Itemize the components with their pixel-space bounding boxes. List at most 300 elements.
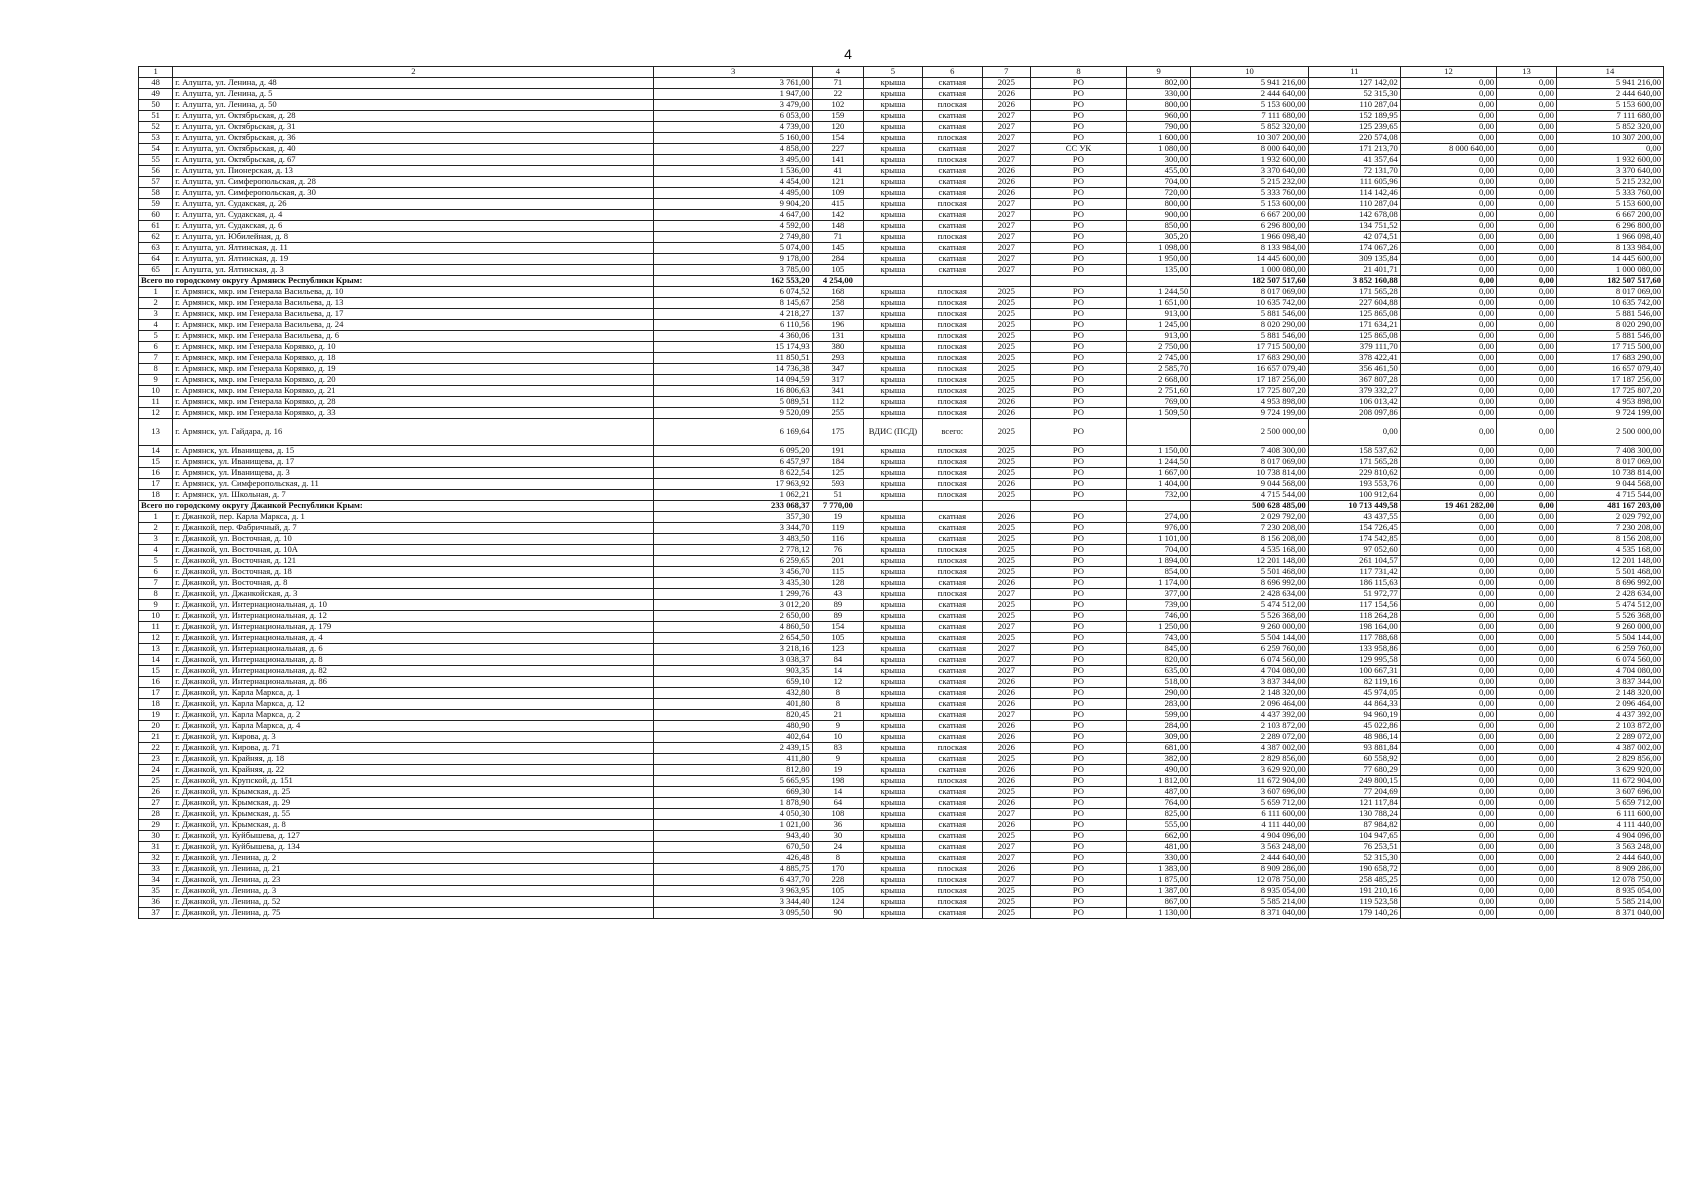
table-cell: г. Джанкой, ул. Интернациональная, д. 10 (173, 600, 654, 611)
table-cell: 5 153 600,00 (1556, 100, 1663, 111)
table-cell: 5 852 320,00 (1556, 122, 1663, 133)
table-cell: 2027 (982, 199, 1030, 210)
table-cell: 1 000 080,00 (1191, 265, 1309, 276)
table-cell: 1 667,00 (1127, 468, 1191, 479)
table-cell: РО (1030, 133, 1126, 144)
table-cell (864, 276, 923, 287)
table-cell: 18 (139, 699, 173, 710)
table-cell: скатная (922, 111, 982, 122)
table-cell: 2025 (982, 567, 1030, 578)
table-cell: РО (1030, 710, 1126, 721)
table-cell: 5 852 320,00 (1191, 122, 1309, 133)
table-cell: 5 941 216,00 (1556, 78, 1663, 89)
table-cell: г. Алушта, ул. Октябрьская, д. 28 (173, 111, 654, 122)
column-header: 7 (982, 67, 1030, 78)
table-row (139, 677, 1664, 688)
table-cell: 3 483,50 (654, 534, 812, 545)
table-cell: 8 696 992,00 (1191, 578, 1309, 589)
table-cell: 3 563 248,00 (1191, 842, 1309, 853)
table-cell: 1 098,00 (1127, 243, 1191, 254)
table-cell: 382,00 (1127, 754, 1191, 765)
table-cell: г. Джанкой, ул. Крымская, д. 25 (173, 787, 654, 798)
table-row (139, 111, 1664, 122)
table-cell: 1 021,00 (654, 820, 812, 831)
table-cell: 0,00 (1497, 320, 1557, 331)
table-cell: 0,00 (1400, 243, 1496, 254)
table-cell: крыша (864, 177, 923, 188)
table-cell: крыша (864, 232, 923, 243)
table-cell: 12 (139, 633, 173, 644)
table-cell: г. Джанкой, ул. Ленина, д. 21 (173, 864, 654, 875)
table-cell: всего: (922, 419, 982, 446)
table-cell: 5 526 368,00 (1191, 611, 1309, 622)
table-cell: г. Алушта, ул. Юбилейная, д. 8 (173, 232, 654, 243)
table-cell: 1 878,90 (654, 798, 812, 809)
table-cell: 4 218,27 (654, 309, 812, 320)
column-header: 5 (864, 67, 923, 78)
table-cell: 117 731,42 (1308, 567, 1400, 578)
table-cell: 2 500 000,00 (1191, 419, 1309, 446)
table-cell: 100 912,64 (1308, 490, 1400, 501)
table-cell: 2025 (982, 556, 1030, 567)
table-cell: г. Джанкой, ул. Кирова, д. 71 (173, 743, 654, 754)
table-cell: крыша (864, 133, 923, 144)
table-cell: 19 (812, 512, 863, 523)
table-cell: г. Армянск, мкр. им Генерала Корявко, д. 33 (173, 408, 654, 419)
table-cell: 17 683 290,00 (1556, 353, 1663, 364)
table-cell: 61 (139, 221, 173, 232)
table-row (139, 798, 1664, 809)
table-cell: 2025 (982, 419, 1030, 446)
table-cell: скатная (922, 732, 982, 743)
table-cell: 10 738 814,00 (1556, 468, 1663, 479)
table-row (139, 534, 1664, 545)
table-cell: 2027 (982, 853, 1030, 864)
table-cell: скатная (922, 644, 982, 655)
table-cell: 732,00 (1127, 490, 1191, 501)
table-cell: 154 (812, 622, 863, 633)
table-cell: 845,00 (1127, 644, 1191, 655)
table-cell: 12 (139, 408, 173, 419)
table-cell: 2 650,00 (654, 611, 812, 622)
table-cell: 7 230 208,00 (1191, 523, 1309, 534)
table-cell: 71 (812, 232, 863, 243)
table-cell: 0,00 (1497, 699, 1557, 710)
table-cell: 41 (812, 166, 863, 177)
table-cell: 2 750,00 (1127, 342, 1191, 353)
table-cell: 0,00 (1400, 276, 1496, 287)
table-cell: крыша (864, 897, 923, 908)
table-cell: 89 (812, 611, 863, 622)
table-cell: 19 (139, 710, 173, 721)
table-row (139, 468, 1664, 479)
table-cell: 1 174,00 (1127, 578, 1191, 589)
table-cell: 341 (812, 386, 863, 397)
table-cell: 182 507 517,60 (1191, 276, 1309, 287)
table-cell: крыша (864, 666, 923, 677)
table-cell: крыша (864, 408, 923, 419)
table-cell: 913,00 (1127, 309, 1191, 320)
table-cell: 16 806,63 (654, 386, 812, 397)
table-cell: 309 135,84 (1308, 254, 1400, 265)
table-cell: 599,00 (1127, 710, 1191, 721)
table-cell: 960,00 (1127, 111, 1191, 122)
table-cell: г. Армянск, ул. Иванищева, д. 3 (173, 468, 654, 479)
table-cell: 0,00 (1400, 232, 1496, 243)
table-cell: 2 428 634,00 (1191, 589, 1309, 600)
table-cell: 2025 (982, 908, 1030, 919)
table-cell (922, 276, 982, 287)
table-cell: 1 101,00 (1127, 534, 1191, 545)
table-cell: 0,00 (1400, 721, 1496, 732)
table-cell: 2025 (982, 309, 1030, 320)
table-cell: 25 (139, 776, 173, 787)
table-cell: 48 986,14 (1308, 732, 1400, 743)
table-cell: 0,00 (1400, 133, 1496, 144)
table-cell: РО (1030, 853, 1126, 864)
table-cell: 0,00 (1497, 375, 1557, 386)
table-row (139, 309, 1664, 320)
table-cell: РО (1030, 397, 1126, 408)
table-cell: 5 153 600,00 (1191, 199, 1309, 210)
table-cell: 2 029 792,00 (1556, 512, 1663, 523)
table-row (139, 809, 1664, 820)
table-cell: 4 704 080,00 (1191, 666, 1309, 677)
table-cell: 0,00 (1497, 155, 1557, 166)
table-cell: скатная (922, 512, 982, 523)
table-cell: 670,50 (654, 842, 812, 853)
table-cell: 0,00 (1400, 644, 1496, 655)
table-cell: РО (1030, 798, 1126, 809)
table-cell: крыша (864, 831, 923, 842)
table-cell: скатная (922, 677, 982, 688)
table-cell: 3 852 160,88 (1308, 276, 1400, 287)
table-cell: 30 (139, 831, 173, 842)
table-cell: 4 050,30 (654, 809, 812, 820)
table-cell: 0,00 (1400, 831, 1496, 842)
table-cell: 2 829 856,00 (1191, 754, 1309, 765)
table-cell: 2025 (982, 897, 1030, 908)
table-cell: 8 909 286,00 (1191, 864, 1309, 875)
table-cell: 17 683 290,00 (1191, 353, 1309, 364)
table-cell: 2027 (982, 221, 1030, 232)
table-cell: 54 (139, 144, 173, 155)
table-cell: 2025 (982, 831, 1030, 842)
table-cell: 0,00 (1497, 386, 1557, 397)
table-cell: 284 (812, 254, 863, 265)
table-cell: 121 117,84 (1308, 798, 1400, 809)
table-cell: 0,00 (1497, 754, 1557, 765)
table-cell: крыша (864, 644, 923, 655)
table-cell: 8 017 069,00 (1556, 457, 1663, 468)
table-cell: 125 865,08 (1308, 309, 1400, 320)
table-cell: 6 074 560,00 (1191, 655, 1309, 666)
table-cell: плоская (922, 897, 982, 908)
table-cell: РО (1030, 688, 1126, 699)
table-cell: 411,80 (654, 754, 812, 765)
table-row (139, 853, 1664, 864)
table-cell: плоская (922, 864, 982, 875)
table-cell: 2 289 072,00 (1191, 732, 1309, 743)
table-cell: 0,00 (1497, 831, 1557, 842)
table-cell: скатная (922, 122, 982, 133)
header-row (139, 67, 1664, 78)
table-cell: 2 029 792,00 (1191, 512, 1309, 523)
table-cell: 0,00 (1400, 100, 1496, 111)
table-cell: плоская (922, 342, 982, 353)
table-cell: РО (1030, 188, 1126, 199)
table-cell: г. Алушта, ул. Судакская, д. 6 (173, 221, 654, 232)
table-cell: 0,00 (1400, 199, 1496, 210)
table-cell: 330,00 (1127, 89, 1191, 100)
table-row (139, 897, 1664, 908)
table-cell: 130 788,24 (1308, 809, 1400, 820)
table-cell: г. Армянск, мкр. им Генерала Корявко, д. 21 (173, 386, 654, 397)
table-cell: крыша (864, 677, 923, 688)
table-cell: 764,00 (1127, 798, 1191, 809)
table-cell: 825,00 (1127, 809, 1191, 820)
table-cell: г. Джанкой, ул. Крупской, д. 151 (173, 776, 654, 787)
table-cell: 1 244,50 (1127, 287, 1191, 298)
table-cell: крыша (864, 166, 923, 177)
table-cell: 128 (812, 578, 863, 589)
table-cell: 12 (812, 677, 863, 688)
table-cell: 175 (812, 419, 863, 446)
table-cell: 0,00 (1400, 765, 1496, 776)
table-cell: 58 (139, 188, 173, 199)
table-cell: 145 (812, 243, 863, 254)
table-cell: 8 000 640,00 (1191, 144, 1309, 155)
table-cell: РО (1030, 611, 1126, 622)
table-row (139, 479, 1664, 490)
table-cell: 3 435,30 (654, 578, 812, 589)
table-cell: 5 (139, 331, 173, 342)
table-row (139, 754, 1664, 765)
table-cell: 104 947,65 (1308, 831, 1400, 842)
table-cell: РО (1030, 265, 1126, 276)
table-cell: 26 (139, 787, 173, 798)
table-cell: 4 (139, 320, 173, 331)
table-cell: 6 095,20 (654, 446, 812, 457)
table-cell: 6 (139, 567, 173, 578)
table-cell: 800,00 (1127, 199, 1191, 210)
table-cell: скатная (922, 688, 982, 699)
table-cell: 17 963,92 (654, 479, 812, 490)
table-cell: 19 (812, 765, 863, 776)
table-cell: плоская (922, 375, 982, 386)
table-cell: 378 422,41 (1308, 353, 1400, 364)
table-cell: 2025 (982, 523, 1030, 534)
table-cell: крыша (864, 710, 923, 721)
table-cell: 0,00 (1497, 78, 1557, 89)
table-cell: 5 153 600,00 (1556, 199, 1663, 210)
table-cell: 0,00 (1400, 265, 1496, 276)
table-cell: РО (1030, 567, 1126, 578)
table-cell: 0,00 (1400, 177, 1496, 188)
table-cell: РО (1030, 89, 1126, 100)
table-cell: г. Алушта, ул. Пионерская, д. 13 (173, 166, 654, 177)
table-cell: 0,00 (1497, 523, 1557, 534)
table-cell: 191 210,16 (1308, 886, 1400, 897)
table-cell: 3 370 640,00 (1191, 166, 1309, 177)
table-cell: 2025 (982, 331, 1030, 342)
table-cell: 0,00 (1556, 144, 1663, 155)
table-cell: 0,00 (1400, 188, 1496, 199)
table-cell: 8 017 069,00 (1191, 457, 1309, 468)
table-cell: 743,00 (1127, 633, 1191, 644)
table-cell: 52 (139, 122, 173, 133)
table-cell: г. Джанкой, ул. Восточная, д. 18 (173, 567, 654, 578)
table-cell: 84 (812, 655, 863, 666)
table-cell: 16 657 079,40 (1191, 364, 1309, 375)
table-cell: г. Джанкой, ул. Восточная, д. 8 (173, 578, 654, 589)
table-cell: РО (1030, 534, 1126, 545)
table-cell: крыша (864, 567, 923, 578)
table-cell: 0,00 (1400, 611, 1496, 622)
table-cell: 290,00 (1127, 688, 1191, 699)
table-cell: скатная (922, 820, 982, 831)
table-row (139, 842, 1664, 853)
table-cell: крыша (864, 468, 923, 479)
table-cell: 5 474 512,00 (1556, 600, 1663, 611)
table-cell: 133 958,86 (1308, 644, 1400, 655)
table-cell: 102 (812, 100, 863, 111)
table-cell: крыша (864, 864, 923, 875)
table-cell: 196 (812, 320, 863, 331)
table-row (139, 776, 1664, 787)
table-cell: 2026 (982, 89, 1030, 100)
table-cell: РО (1030, 122, 1126, 133)
table-cell: 800,00 (1127, 100, 1191, 111)
table-cell: 0,00 (1497, 908, 1557, 919)
table-cell: 0,00 (1308, 419, 1400, 446)
table-row (139, 556, 1664, 567)
table-cell: 2026 (982, 166, 1030, 177)
table-cell: РО (1030, 375, 1126, 386)
table-cell: 0,00 (1497, 490, 1557, 501)
table-cell: скатная (922, 622, 982, 633)
table-cell: 0,00 (1400, 600, 1496, 611)
table-cell: 76 (812, 545, 863, 556)
table-cell: плоская (922, 155, 982, 166)
table-cell: 5 881 546,00 (1191, 331, 1309, 342)
table-row (139, 457, 1664, 468)
table-row (139, 166, 1664, 177)
table-cell: 52 315,30 (1308, 853, 1400, 864)
table-cell (1127, 276, 1191, 287)
table-cell: 170 (812, 864, 863, 875)
table-cell: 2 439,15 (654, 743, 812, 754)
table-cell: 121 (812, 177, 863, 188)
table-cell: 2025 (982, 298, 1030, 309)
table-cell: 105 (812, 265, 863, 276)
table-cell: 24 (812, 842, 863, 853)
table-cell: 8 017 069,00 (1556, 287, 1663, 298)
table-cell: 135,00 (1127, 265, 1191, 276)
table-cell: 2025 (982, 490, 1030, 501)
table-cell: РО (1030, 699, 1126, 710)
table-cell: 347 (812, 364, 863, 375)
table-cell: 3 629 920,00 (1556, 765, 1663, 776)
table-cell: 2026 (982, 100, 1030, 111)
table-cell: г. Джанкой, ул. Крымская, д. 8 (173, 820, 654, 831)
table-row (139, 908, 1664, 919)
table-cell: плоская (922, 408, 982, 419)
table-cell: 1 062,21 (654, 490, 812, 501)
table-cell: 659,10 (654, 677, 812, 688)
table-row (139, 633, 1664, 644)
total-row (139, 501, 1664, 512)
table-cell: 0,00 (1400, 320, 1496, 331)
table-cell: крыша (864, 210, 923, 221)
table-cell: РО (1030, 787, 1126, 798)
table-cell: 3 218,16 (654, 644, 812, 655)
table-cell: 8 (812, 699, 863, 710)
table-cell: 8 145,67 (654, 298, 812, 309)
table-cell: 59 (139, 199, 173, 210)
table-cell: 850,00 (1127, 221, 1191, 232)
table-cell: РО (1030, 875, 1126, 886)
table-cell: 2 444 640,00 (1191, 89, 1309, 100)
table-cell: 45 974,05 (1308, 688, 1400, 699)
table-cell: 1 404,00 (1127, 479, 1191, 490)
table-cell: крыша (864, 479, 923, 490)
table-cell: 2 749,80 (654, 232, 812, 243)
table-row (139, 622, 1664, 633)
table-cell: РО (1030, 298, 1126, 309)
table-cell: РО (1030, 331, 1126, 342)
column-header: 10 (1191, 67, 1309, 78)
table-cell: 8 020 290,00 (1191, 320, 1309, 331)
table-cell: крыша (864, 578, 923, 589)
table-cell: 119 (812, 523, 863, 534)
table-cell: 2027 (982, 809, 1030, 820)
table-cell: РО (1030, 177, 1126, 188)
table-cell: 0,00 (1400, 578, 1496, 589)
table-cell: 0,00 (1400, 864, 1496, 875)
table-cell: 1 130,00 (1127, 908, 1191, 919)
table-cell: 4 904 096,00 (1556, 831, 1663, 842)
table-row (139, 875, 1664, 886)
table-cell: 41 357,64 (1308, 155, 1400, 166)
table-cell: плоская (922, 886, 982, 897)
table-cell: крыша (864, 820, 923, 831)
table-cell: 2 (139, 523, 173, 534)
table-cell: 0,00 (1497, 122, 1557, 133)
table-cell: 1 250,00 (1127, 622, 1191, 633)
table-cell: 480,90 (654, 721, 812, 732)
total-row (139, 276, 1664, 287)
table-cell: 4 885,75 (654, 864, 812, 875)
table-cell: скатная (922, 611, 982, 622)
table-cell: 704,00 (1127, 177, 1191, 188)
table-cell: 0,00 (1497, 776, 1557, 787)
table-cell: 0,00 (1400, 842, 1496, 853)
table-cell: г. Джанкой, ул. Интернациональная, д. 86 (173, 677, 654, 688)
table-cell: 0,00 (1400, 375, 1496, 386)
table-row (139, 820, 1664, 831)
table-cell: 2025 (982, 446, 1030, 457)
table-cell: 2027 (982, 243, 1030, 254)
table-cell: РО (1030, 408, 1126, 419)
table-cell: г. Джанкой, ул. Восточная, д. 10 (173, 534, 654, 545)
table-row (139, 732, 1664, 743)
table-cell: 481,00 (1127, 842, 1191, 853)
table-cell: 12 201 148,00 (1191, 556, 1309, 567)
table-row (139, 386, 1664, 397)
table-cell: 2 654,50 (654, 633, 812, 644)
table-cell: плоская (922, 353, 982, 364)
